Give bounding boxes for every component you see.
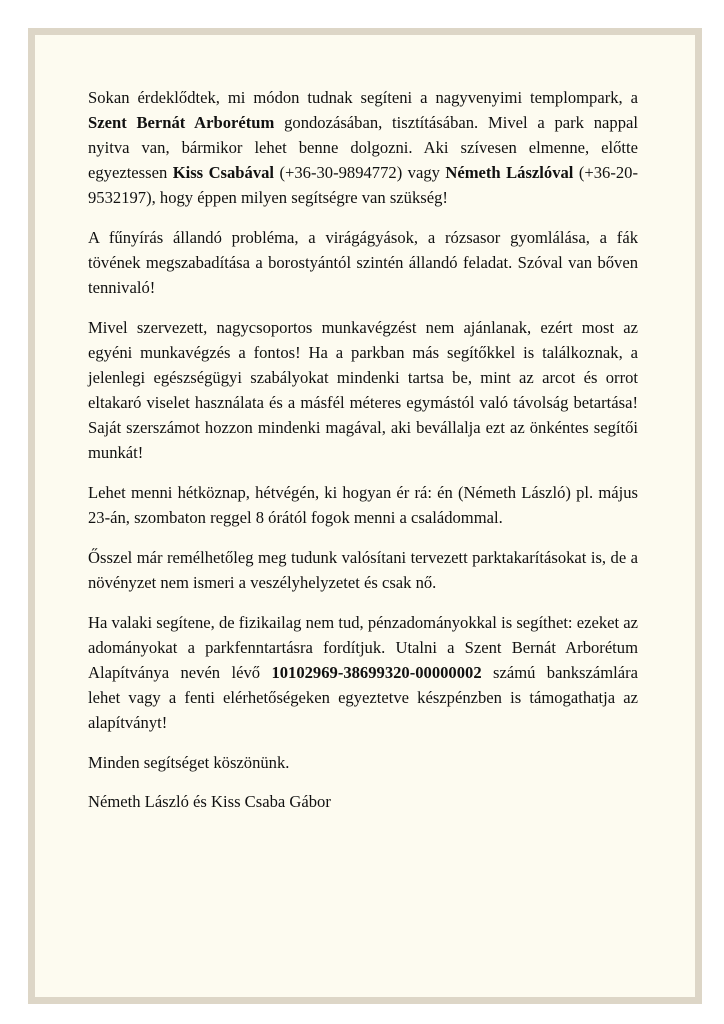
- paragraph-text: Ha valaki segítene, de fizikailag nem tud, pénzadományokkal is segíthet: ezeket az adományokat a parkfenntartásra fordítjuk. Utalni a Szent Bernát Arborétum Alapítványa nevén lévő: [88, 612, 638, 682]
- contact-kiss-csaba: Kiss Csabával: [172, 163, 275, 183]
- paragraph-thanks: Minden segítséget köszönünk.: [88, 752, 290, 772]
- paragraph-autumn-plans: Ősszel már remélhetőleg meg tudunk valósítani tervezett parktakarításokat is, de a növényzet nem ismeri a veszélyhelyzetet és csak nő.: [88, 547, 638, 592]
- paragraph-volunteer-intro: [88, 85, 638, 210]
- contact-nemeth-laszlo: Németh Lászlóval: [445, 163, 574, 183]
- paragraph-text: számú bankszámlára lehet vagy a fenti elérhetőségeken egyeztetve készpénzben is támogathatja az alapítványt!: [88, 662, 638, 733]
- paragraph-text: (+36-20-9532197), hogy éppen milyen segítségre van szükség!: [88, 163, 638, 208]
- paragraph-text: gondozásában, tisztításában. Mivel a park nappal nyitva van, bármikor lehet benne dolgozni. Aki szívesen elmenne, előtte egyeztessen: [88, 113, 638, 183]
- signature: Németh László és Kiss Csaba Gábor: [88, 792, 331, 812]
- paragraph-schedule: Lehet menni hétköznap, hétvégén, ki hogyan ér rá: én (Németh László) pl. május 23-án, szombaton reggel 8 órától fogok menni a családommal.: [88, 483, 638, 528]
- paragraph-text: (+36-30-9894772) vagy: [274, 163, 446, 183]
- arboretum-name: Szent Bernát Arborétum: [88, 113, 275, 133]
- document-body: [88, 85, 638, 829]
- paragraph-tasks: A fűnyírás állandó probléma, a virágágyások, a rózsasor gyomlálása, a fák tövének megszabadítása a borostyántól szintén állandó feladat. Szóval van bőven tennivaló!: [88, 228, 638, 298]
- paragraph-text: Sokan érdeklődtek, mi módon tudnak segíteni a nagyvenyimi templompark, a: [88, 88, 638, 107]
- paragraph-donations: [88, 610, 638, 735]
- paragraph-rules: Mivel szervezett, nagycsoportos munkavégzést nem ajánlanak, ezért most az egyéni munkavégzés a fontos! Ha a parkban más segítőkkel is találkoznak, a jelenlegi egészségügyi szabályokat mindenki tartsa be, mint az arcot és orrot eltakaró viselet használata és a másfél méteres egymástól való távolság betartása! Saját szerszámot hozzon mindenki magával, aki bevállalja ezt az önkéntes segítői munkát!: [88, 317, 638, 463]
- bank-account-number: 10102969-38699320-00000002: [271, 662, 482, 682]
